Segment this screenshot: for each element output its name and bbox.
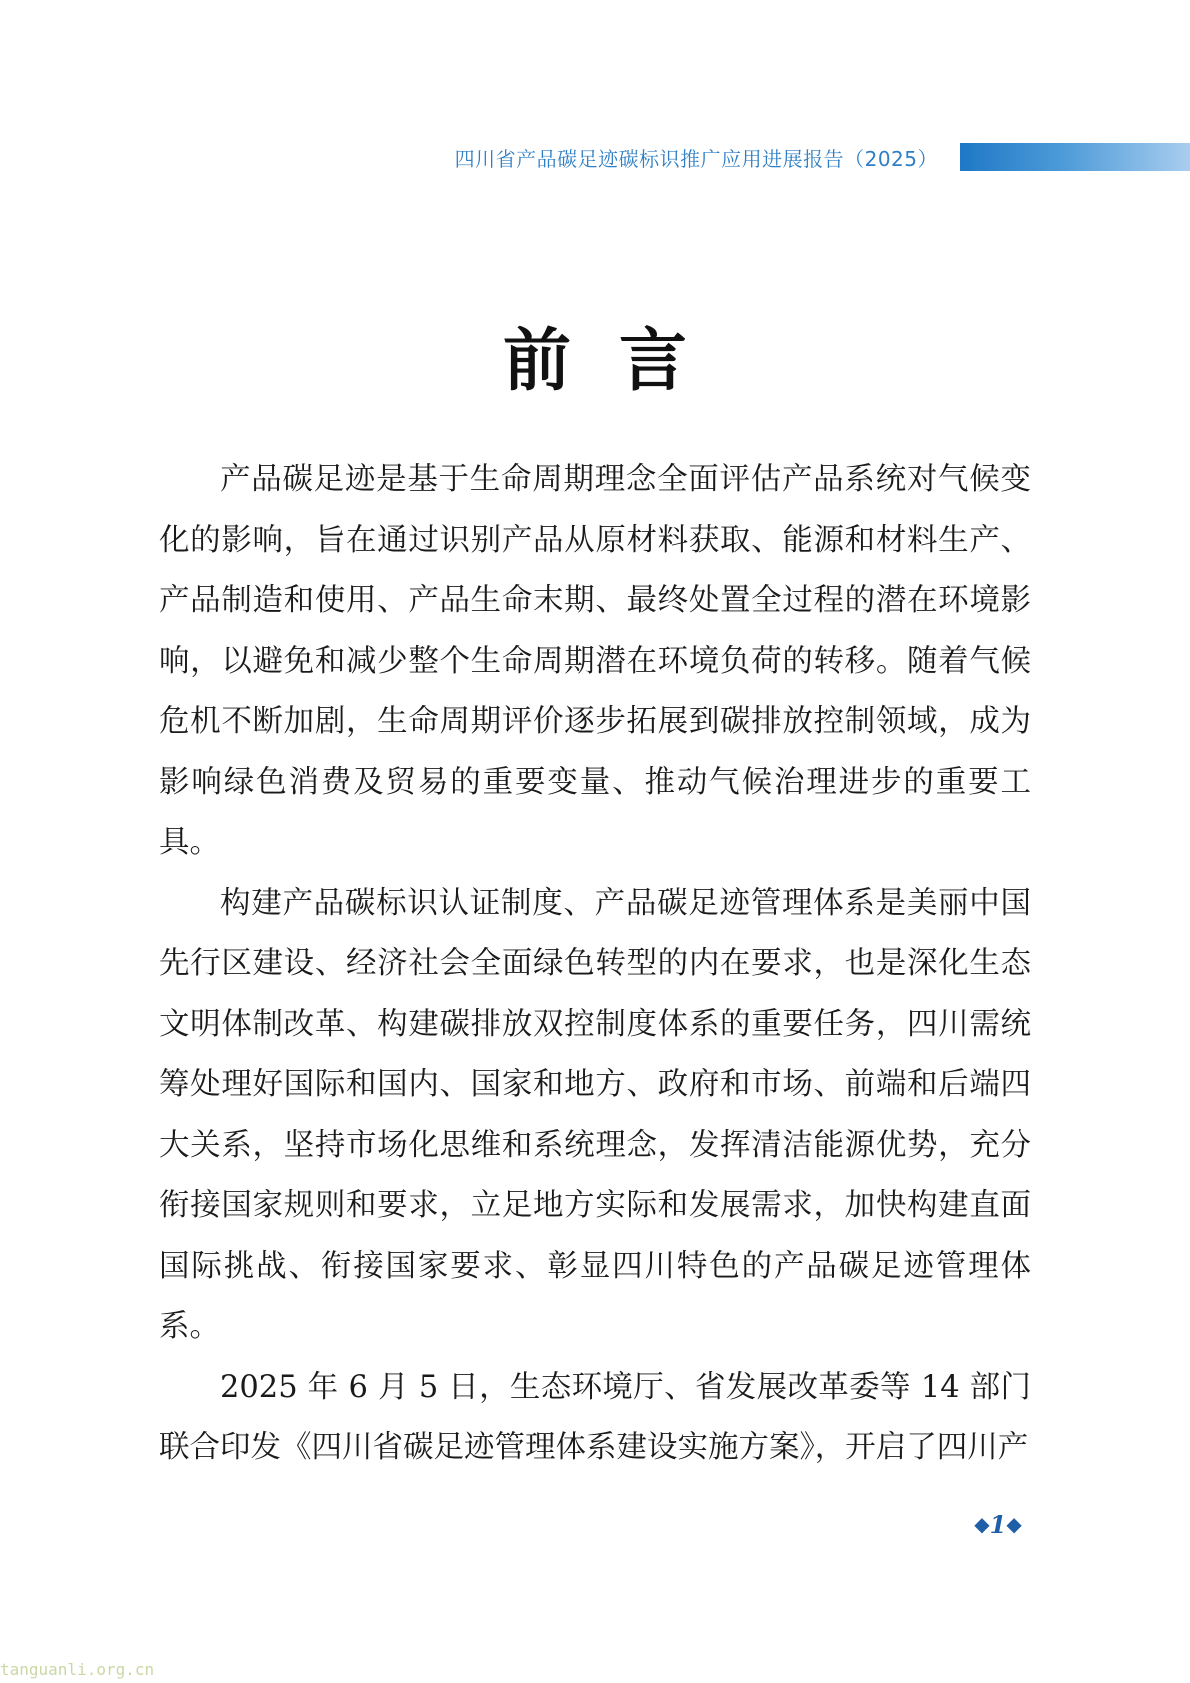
diamond-left-icon: ◆ (974, 1512, 990, 1536)
running-header (0, 140, 1190, 174)
page-title: 前言 (502, 321, 735, 401)
header-accent-bar (960, 143, 1190, 171)
body-text (159, 450, 1031, 1479)
watermark: tanguanli.org.cn (0, 1660, 155, 1679)
diamond-right-icon: ◆ (1006, 1512, 1022, 1536)
page-number-value: 1 (989, 1510, 1007, 1539)
page-number (960, 1510, 1036, 1539)
paragraph: 2025 年 6 月 5 日，生态环境厅、省发展改革委等 14 部门联合印发《四川省碳足迹管理体系建设实施方案》，开启了四川产 (159, 1369, 1031, 1465)
running-header-title: 四川省产品碳足迹碳标识推广应用进展报告（2025） (454, 147, 938, 171)
paragraph: 构建产品碳标识认证制度、产品碳足迹管理体系是美丽中国先行区建设、经济社会全面绿色转型的内在要求，也是深化生态文明体制改革、构建碳排放双控制度体系的重要任务，四川需统筹处理好国际和国内、国家和地方、政府和市场、前端和后端四大关系，坚持市场化思维和系统理念，发挥清洁能源优势，充分衔接国家规则和要求，立足地方实际和发展需求，加快构建直面国际挑战、衔接国家要求、彰显四川特色的产品碳足迹管理体系。 (159, 885, 1031, 1344)
paragraph: 产品碳足迹是基于生命周期理念全面评估产品系统对气候变化的影响，旨在通过识别产品从原材料获取、能源和材料生产、产品制造和使用、产品生命末期、最终处置全过程的潜在环境影响，以避免和减少整个生命周期潜在环境负荷的转移。随着气候危机不断加剧，生命周期评价逐步拓展到碳排放控制领域，成为影响绿色消费及贸易的重要变量、推动气候治理进步的重要工具。 (159, 462, 1031, 860)
